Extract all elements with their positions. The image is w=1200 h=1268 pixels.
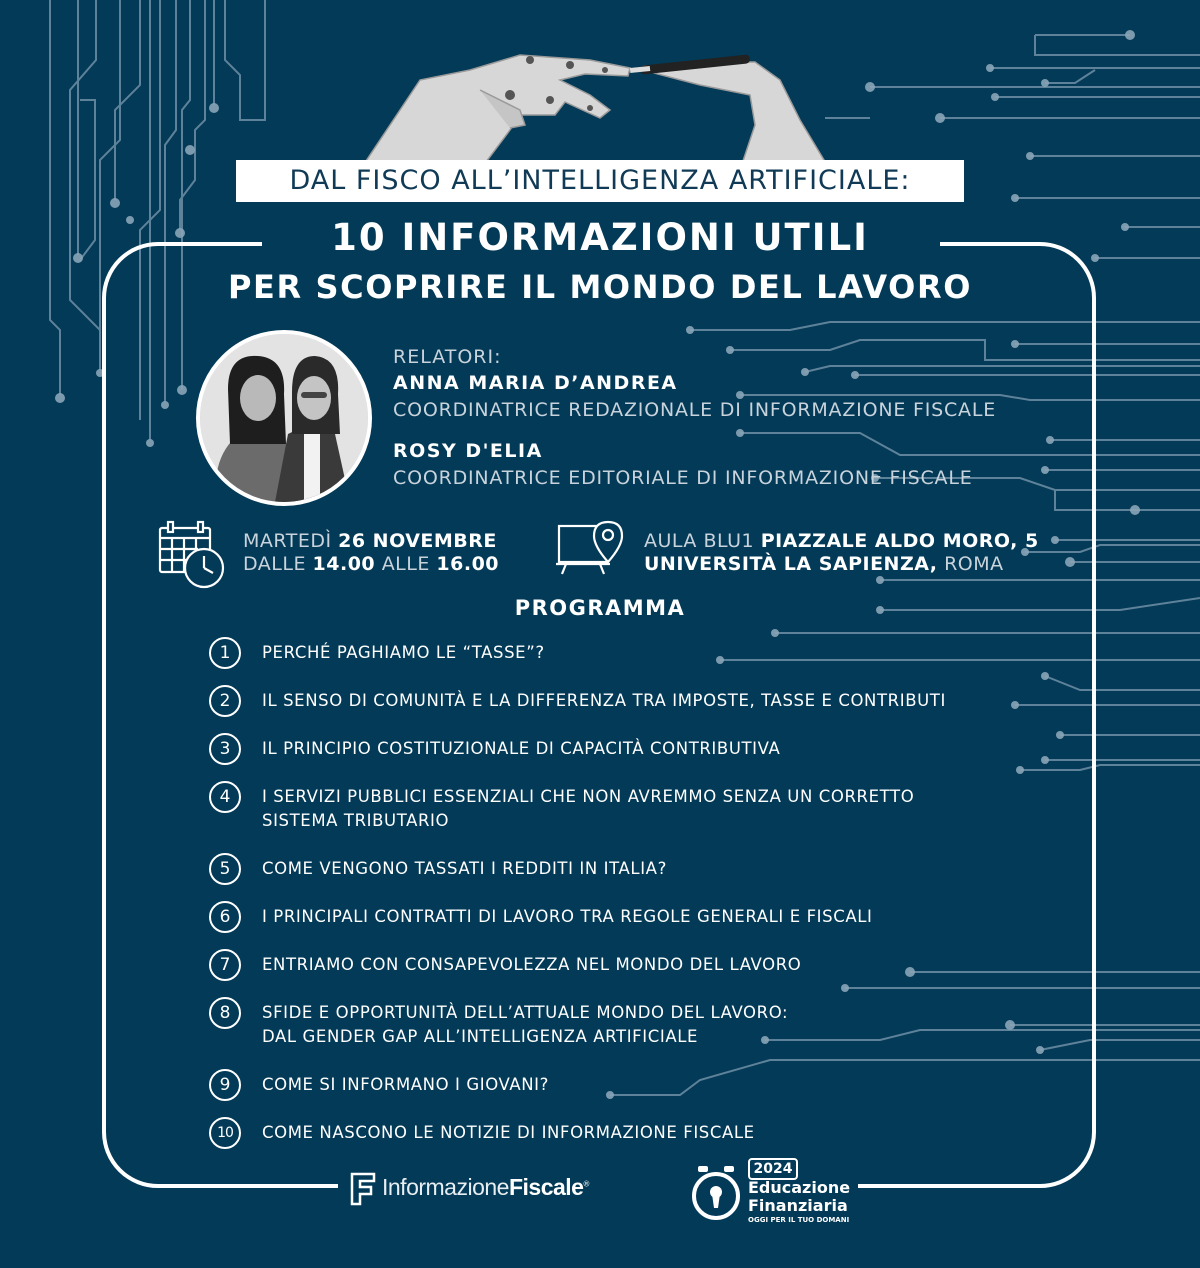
program-item — [209, 1069, 1009, 1109]
program-item — [209, 901, 1009, 941]
program-item — [209, 733, 1009, 773]
program-item — [209, 853, 1009, 893]
program-item — [209, 997, 1009, 1053]
program-item — [209, 1117, 1009, 1157]
place-city: ROMA — [944, 553, 1004, 575]
logo-tagline: OGGI PER IL TUO DOMANI — [748, 1216, 850, 1224]
item-number: 4 — [209, 781, 241, 813]
item-text: COME NASCONO LE NOTIZIE DI INFORMAZIONE FISCALE — [262, 1123, 755, 1142]
title-line-2: PER SCOPRIRE IL MONDO DEL LAVORO — [227, 268, 973, 306]
item-number: 3 — [209, 733, 241, 765]
program-item — [209, 781, 1009, 837]
item-text-line2: DAL GENDER GAP ALL’INTELLIGENZA ARTIFICIALE — [262, 1027, 699, 1046]
item-number: 9 — [209, 1069, 241, 1101]
time-from-label: DALLE — [243, 553, 306, 575]
logo-text-light: Informazione — [382, 1174, 509, 1200]
speaker-role: COORDINATRICE REDAZIONALE DI INFORMAZIONE FISCALE — [393, 399, 997, 421]
lock-clock-icon — [690, 1164, 748, 1226]
speakers-block — [393, 344, 1113, 492]
educazione-finanziaria-logo — [690, 1158, 860, 1228]
date-value: 26 NOVEMBRE — [338, 530, 497, 552]
date-day: MARTEDÌ — [243, 530, 332, 552]
program-title: PROGRAMMA — [514, 596, 686, 620]
item-text: IL PRINCIPIO COSTITUZIONALE DI CAPACITÀ CONTRIBUTIVA — [262, 739, 781, 758]
logo-text-bold: Fiscale — [508, 1174, 584, 1200]
time-start: 14.00 — [312, 553, 376, 575]
time-to-label: ALLE — [381, 553, 430, 575]
item-number: 7 — [209, 949, 241, 981]
event-date — [243, 530, 499, 576]
item-text-line2: SISTEMA TRIBUTARIO — [262, 811, 450, 830]
speakers-photo — [196, 330, 372, 506]
item-text: COME VENGONO TASSATI I REDDITI IN ITALIA? — [262, 859, 667, 878]
program-item — [209, 685, 1009, 725]
title-line-1: 10 INFORMAZIONI UTILI — [331, 216, 869, 259]
speaker-name: ROSY D'ELIA — [393, 440, 543, 462]
item-number: 1 — [209, 637, 241, 669]
logo-line2: Finanziaria — [748, 1196, 848, 1215]
speaker-role: COORDINATRICE EDITORIALE DI INFORMAZIONE FISCALE — [393, 467, 973, 489]
kicker-banner: DAL FISCO ALL’INTELLIGENZA ARTIFICIALE: — [236, 160, 964, 202]
calendar-clock-icon — [158, 520, 226, 590]
item-text: ENTRIAMO CON CONSAPEVOLEZZA NEL MONDO DEL LAVORO — [262, 955, 802, 974]
program-item — [209, 637, 1009, 677]
item-text: COME SI INFORMANO I GIOVANI? — [262, 1075, 549, 1094]
time-end: 16.00 — [436, 553, 500, 575]
logo-year: 2024 — [748, 1158, 798, 1180]
place-address: PIAZZALE ALDO MORO, 5 — [760, 530, 1039, 552]
event-place — [644, 530, 1039, 576]
logo-line1: Educazione — [748, 1178, 851, 1197]
item-text: IL SENSO DI COMUNITÀ E LA DIFFERENZA TRA IMPOSTE, TASSE E CONTRIBUTI — [262, 691, 946, 710]
place-room: AULA BLU1 — [644, 530, 755, 552]
item-number: 5 — [209, 853, 241, 885]
program-item — [209, 949, 1009, 989]
board-location-icon — [556, 520, 628, 576]
speakers-label: RELATORI: — [393, 346, 502, 368]
item-number: 6 — [209, 901, 241, 933]
robot-human-hands-image — [360, 40, 860, 170]
informazione-fiscale-mark-icon — [350, 1172, 376, 1206]
place-university: UNIVERSITÀ LA SAPIENZA, — [644, 553, 938, 575]
item-text: PERCHÉ PAGHIAMO LE “TASSE”? — [262, 643, 545, 662]
item-text-line1: I SERVIZI PUBBLICI ESSENZIALI CHE NON AVREMMO SENZA UN CORRETTO — [262, 787, 915, 806]
item-text-line1: SFIDE E OPPORTUNITÀ DELL’ATTUALE MONDO DEL LAVORO: — [262, 1003, 789, 1022]
item-number: 8 — [209, 997, 241, 1029]
speaker-name: ANNA MARIA D’ANDREA — [393, 372, 678, 394]
item-number: 2 — [209, 685, 241, 717]
item-number: 10 — [209, 1117, 241, 1149]
item-text: I PRINCIPALI CONTRATTI DI LAVORO TRA REGOLE GENERALI E FISCALI — [262, 907, 873, 926]
